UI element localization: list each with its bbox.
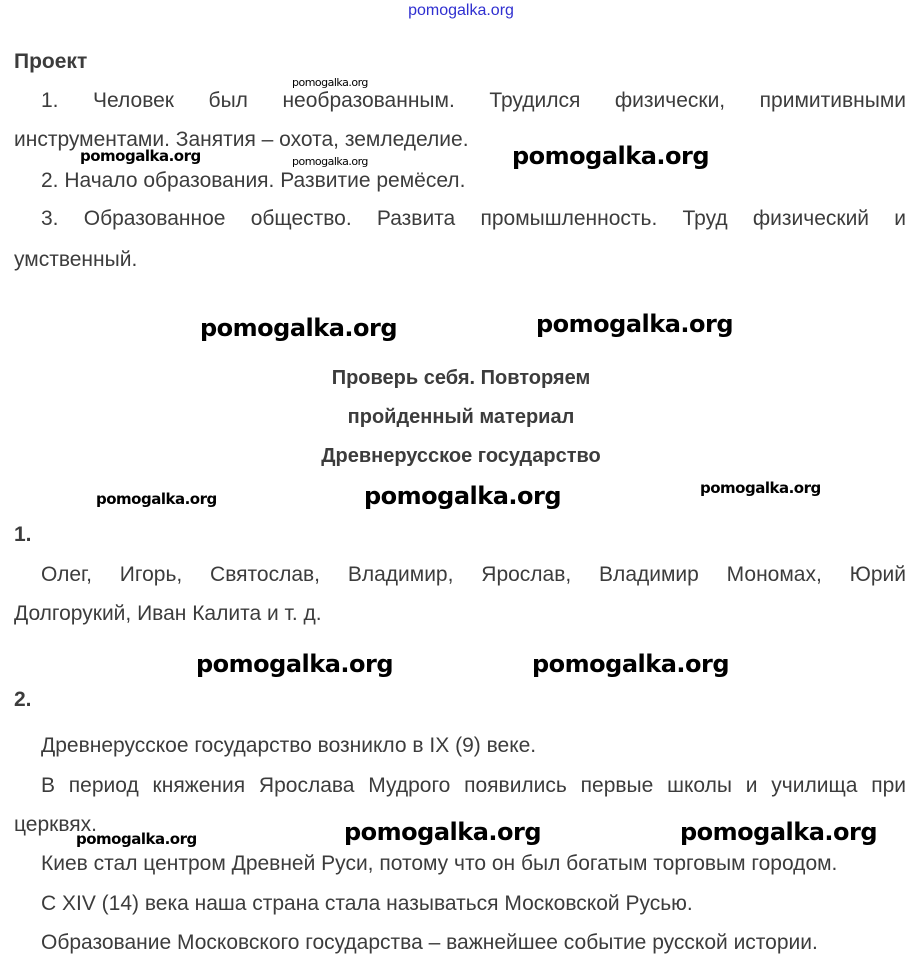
- watermark: pomogalka.org: [292, 155, 368, 168]
- answer-line: Киев стал центром Древней Руси, потому что он был богатым торговым городом.: [41, 852, 838, 875]
- project-line: 2. Начало образования. Развитие ремёсел.: [41, 169, 466, 192]
- watermark: pomogalka.org: [76, 830, 197, 848]
- section-heading: Древнерусское государство: [321, 445, 601, 467]
- watermark: pomogalka.org: [512, 142, 710, 170]
- project-line: 3. Образованное общество. Развита промышленность. Труд физический и: [41, 207, 906, 230]
- project-title: Проект: [14, 50, 88, 73]
- watermark: pomogalka.org: [536, 310, 734, 338]
- answer-line: Олег, Игорь, Святослав, Владимир, Ярослав, Владимир Мономах, Юрий: [41, 563, 906, 586]
- answer-line: С XIV (14) века наша страна стала называться Московской Русью.: [41, 892, 693, 915]
- watermark: pomogalka.org: [292, 76, 368, 89]
- answer-line: Долгорукий, Иван Калита и т. д.: [14, 602, 322, 625]
- watermark: pomogalka.org: [80, 147, 201, 165]
- answer-line: В период княжения Ярослава Мудрого появились первые школы и училища при: [41, 774, 906, 797]
- watermark: pomogalka.org: [96, 490, 217, 508]
- watermark: pomogalka.org: [200, 314, 398, 342]
- watermark: pomogalka.org: [344, 818, 542, 846]
- watermark: pomogalka.org: [364, 482, 562, 510]
- watermark: pomogalka.org: [532, 650, 730, 678]
- watermark: pomogalka.org: [700, 479, 821, 497]
- answer-line: Древнерусское государство возникло в IX (9) веке.: [41, 734, 537, 757]
- project-line: инструментами. Занятия – охота, земледелие.: [14, 128, 469, 151]
- watermark: pomogalka.org: [196, 650, 394, 678]
- site-link[interactable]: pomogalka.org: [408, 2, 514, 19]
- question-number: 2.: [14, 688, 32, 711]
- watermark: pomogalka.org: [680, 818, 878, 846]
- project-line: умственный.: [14, 248, 138, 271]
- section-heading: пройденный материал: [347, 406, 575, 428]
- question-number: 1.: [14, 523, 32, 546]
- answer-line: церквях.: [14, 813, 97, 836]
- project-line: 1. Человек был необразованным. Трудился физически, примитивными: [41, 89, 906, 112]
- answer-line: Образование Московского государства – важнейшее событие русской истории.: [41, 931, 818, 954]
- section-heading: Проверь себя. Повторяем: [331, 367, 591, 389]
